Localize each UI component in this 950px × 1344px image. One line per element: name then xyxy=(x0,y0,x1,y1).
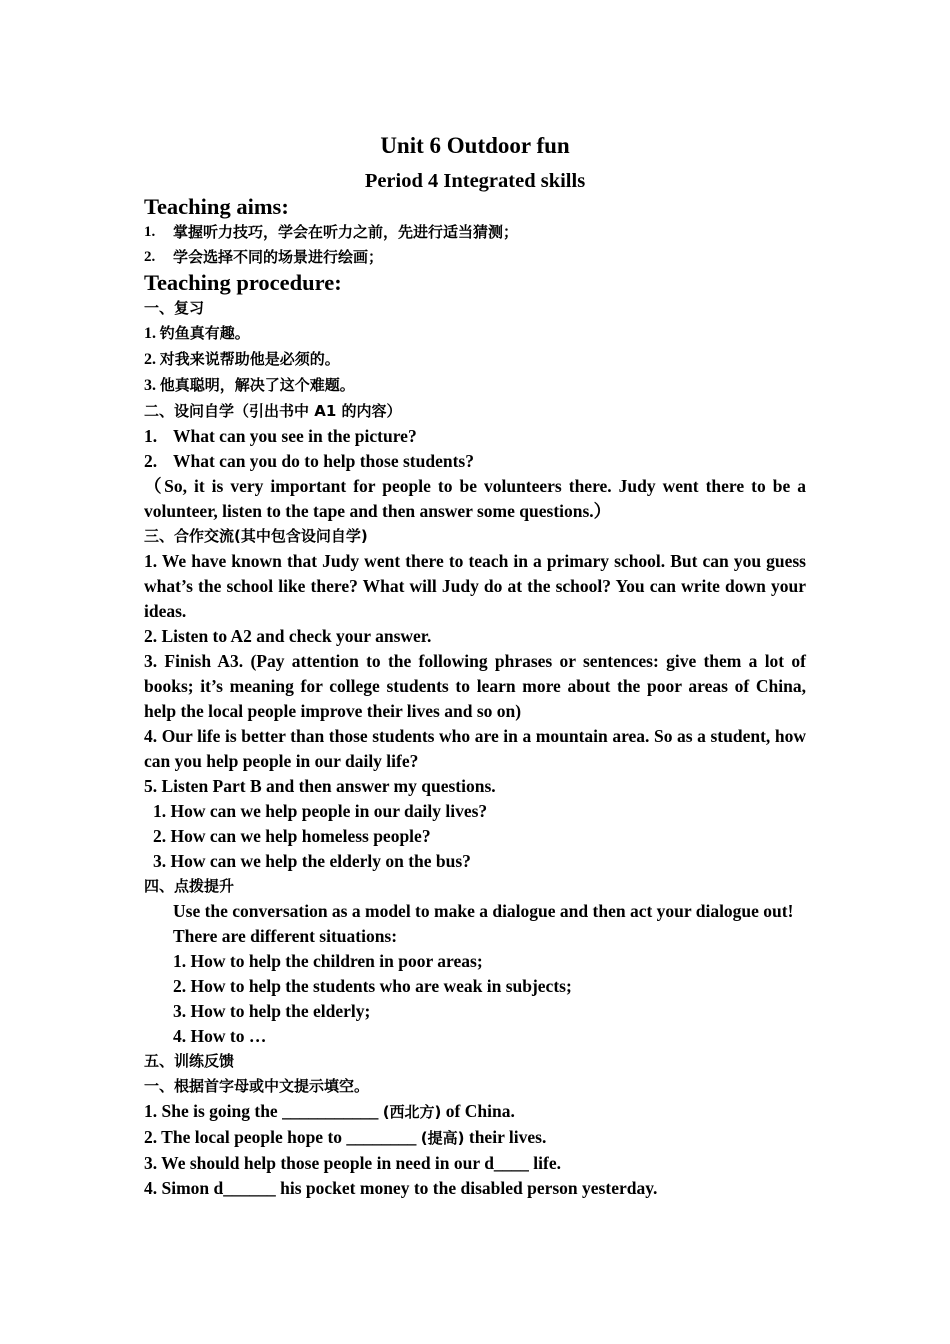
question-text: What can you do to help those students? xyxy=(173,451,474,471)
aim-item xyxy=(144,245,806,270)
cooperation-paragraph: 5. Listen Part B and then answer my questions. xyxy=(144,776,496,796)
cooperation-paragraph: 3. Finish A3. (Pay attention to the following phrases or sentences: give them a lot of books; it’s meaning for college students to learn more about the poor areas of China, help the local people improve their lives and so on) xyxy=(144,651,806,721)
aim-text: 学会选择不同的场景进行绘画； xyxy=(173,248,384,266)
situation-item: 1. How to help the children in poor areas; xyxy=(173,951,483,971)
volunteer-note: （So, it is very important for people to be volunteers there. Judy went there to be a volunteer, listen to the tape and then answer some questions.） xyxy=(144,476,806,521)
exercise-item xyxy=(144,1099,806,1125)
exercise-text: their lives. xyxy=(464,1127,547,1147)
section-heading-improvement: 四、点拨提升 xyxy=(144,877,235,895)
cooperation-paragraph: 1. We have known that Judy went there to teach in a primary school. But can you guess what’s the school like there? What will Judy do at the school? You can write down your ideas. xyxy=(144,551,806,621)
review-text: 他真聪明，解决了这个难题。 xyxy=(159,376,355,394)
review-num: 3. xyxy=(144,377,156,394)
exercise-hint: (西北方) xyxy=(382,1103,442,1121)
aim-num: 2. xyxy=(144,249,156,265)
aim-num: 1. xyxy=(144,224,156,240)
section-heading-self-study: 二、设问自学（引出书中 A1 的内容） xyxy=(144,402,402,420)
cooperation-paragraph: 2. Listen to A2 and check your answer. xyxy=(144,626,432,646)
document-page xyxy=(144,130,806,1201)
part-b-question: 2. How can we help homeless people? xyxy=(153,826,431,846)
exercise-item xyxy=(144,1176,806,1201)
situations-label: There are different situations: xyxy=(173,926,398,946)
question-text: What can you see in the picture? xyxy=(173,426,417,446)
dialogue-instruction: Use the conversation as a model to make a dialogue and then act your dialogue out! xyxy=(173,901,794,921)
exercise-item xyxy=(144,1151,806,1176)
exercise-hint: (提高) xyxy=(420,1129,465,1147)
review-num: 1. xyxy=(144,325,156,342)
section-heading-feedback: 五、训练反馈 xyxy=(144,1052,235,1070)
review-item xyxy=(144,373,806,399)
section-heading-cooperation: 三、合作交流(其中包含设问自学) xyxy=(144,527,368,545)
review-text: 对我来说帮助他是必须的。 xyxy=(159,350,340,368)
question-num: 2. xyxy=(144,451,158,471)
teaching-aims-heading: Teaching aims: xyxy=(144,194,289,219)
review-text: 钓鱼真有趣。 xyxy=(159,324,250,342)
situation-item: 4. How to … xyxy=(173,1026,267,1046)
review-item xyxy=(144,321,806,347)
question-item xyxy=(144,424,806,449)
exercise-text: 4. Simon d______ his pocket money to the disabled person yesterday. xyxy=(144,1178,658,1198)
exercise-text: 1. She is going the ___________ xyxy=(144,1101,383,1121)
exercise-text: 2. The local people hope to ________ xyxy=(144,1127,421,1147)
review-num: 2. xyxy=(144,351,156,368)
exercise-text: of China. xyxy=(441,1101,515,1121)
page-title: Unit 6 Outdoor fun xyxy=(380,133,570,158)
situation-item: 3. How to help the elderly; xyxy=(173,1001,371,1021)
question-num: 1. xyxy=(144,426,158,446)
exercise-instruction: 一、根据首字母或中文提示填空。 xyxy=(144,1077,370,1095)
exercise-item xyxy=(144,1125,806,1151)
cooperation-paragraph: 4. Our life is better than those students who are in a mountain area. So as a student, how can you help people in our daily life? xyxy=(144,726,806,771)
situation-item: 2. How to help the students who are weak in subjects; xyxy=(173,976,572,996)
section-heading-review: 一、复习 xyxy=(144,299,205,317)
review-item xyxy=(144,347,806,373)
teaching-procedure-heading: Teaching procedure: xyxy=(144,270,342,295)
question-item xyxy=(144,449,806,474)
page-subtitle: Period 4 Integrated skills xyxy=(364,170,586,192)
part-b-question: 1. How can we help people in our daily lives? xyxy=(153,801,488,821)
exercise-text: 3. We should help those people in need in our d____ life. xyxy=(144,1153,562,1173)
aim-text: 掌握听力技巧，学会在听力之前，先进行适当猜测； xyxy=(173,223,519,241)
part-b-question: 3. How can we help the elderly on the bus? xyxy=(153,851,471,871)
aim-item xyxy=(144,220,806,245)
